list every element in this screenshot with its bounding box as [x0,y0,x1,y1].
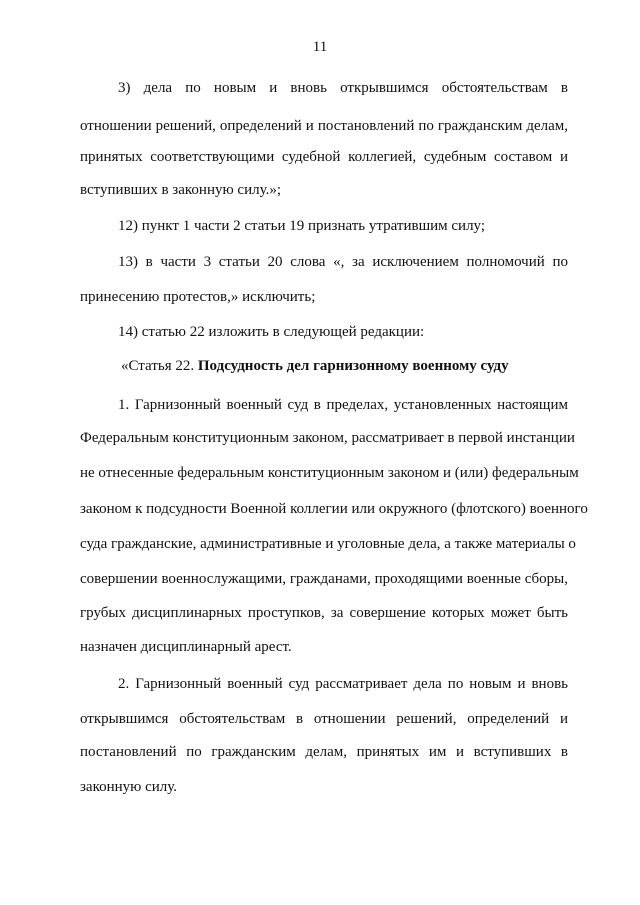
text-line: суда гражданские, административные и уголовные дела, а также материалы о [80,536,576,552]
text-line: вступивших в законную силу.»; [80,182,282,198]
paragraph-item-12: 12) пункт 1 части 2 статьи 19 признать утратившим силу; [118,218,486,234]
article-title: Подсудность дел гарнизонному военному суду [197,358,509,374]
text-line: совершении военнослужащими, гражданами, проходящими военные сборы, [80,571,568,587]
text-line: назначен дисциплинарный арест. [80,639,292,655]
text-line: Федеральным конституционным законом, рассматривает в первой инстанции [80,430,575,446]
paragraph-item-14: 14) статью 22 изложить в следующей редакции: [118,324,425,340]
text-line: законом к подсудности Военной коллегии или окружного (флотского) военного [80,501,588,517]
text-line: постановлений по гражданским делам, принятых им и вступивших в [80,744,568,760]
page-number: 11 [312,39,328,55]
text-line: 2. Гарнизонный военный суд рассматривает дела по новым и вновь [118,676,568,692]
text-line: принятых соответствующими судебной коллегией, судебным составом и [80,149,568,165]
text-line: отношении решений, определений и постановлений по гражданским делам, [80,118,568,134]
text-line: 3) дела по новым и вновь открывшимся обстоятельствам в [118,80,568,96]
article-prefix: «Статья 22. [121,358,198,374]
text-line: законную силу. [80,779,178,795]
text-line: 1. Гарнизонный военный суд в пределах, установленных настоящим [118,397,568,413]
text-line: принесению протестов,» исключить; [80,289,316,305]
text-line: открывшимся обстоятельствам в отношении решений, определений и [80,711,568,727]
text-line: не отнесенные федеральным конституционным законом и (или) федеральным [80,465,579,481]
text-line: грубых дисциплинарных проступков, за совершение которых может быть [80,605,568,621]
article-heading [121,357,568,375]
text-line: 13) в части 3 статьи 20 слова «, за исключением полномочий по [118,254,568,270]
